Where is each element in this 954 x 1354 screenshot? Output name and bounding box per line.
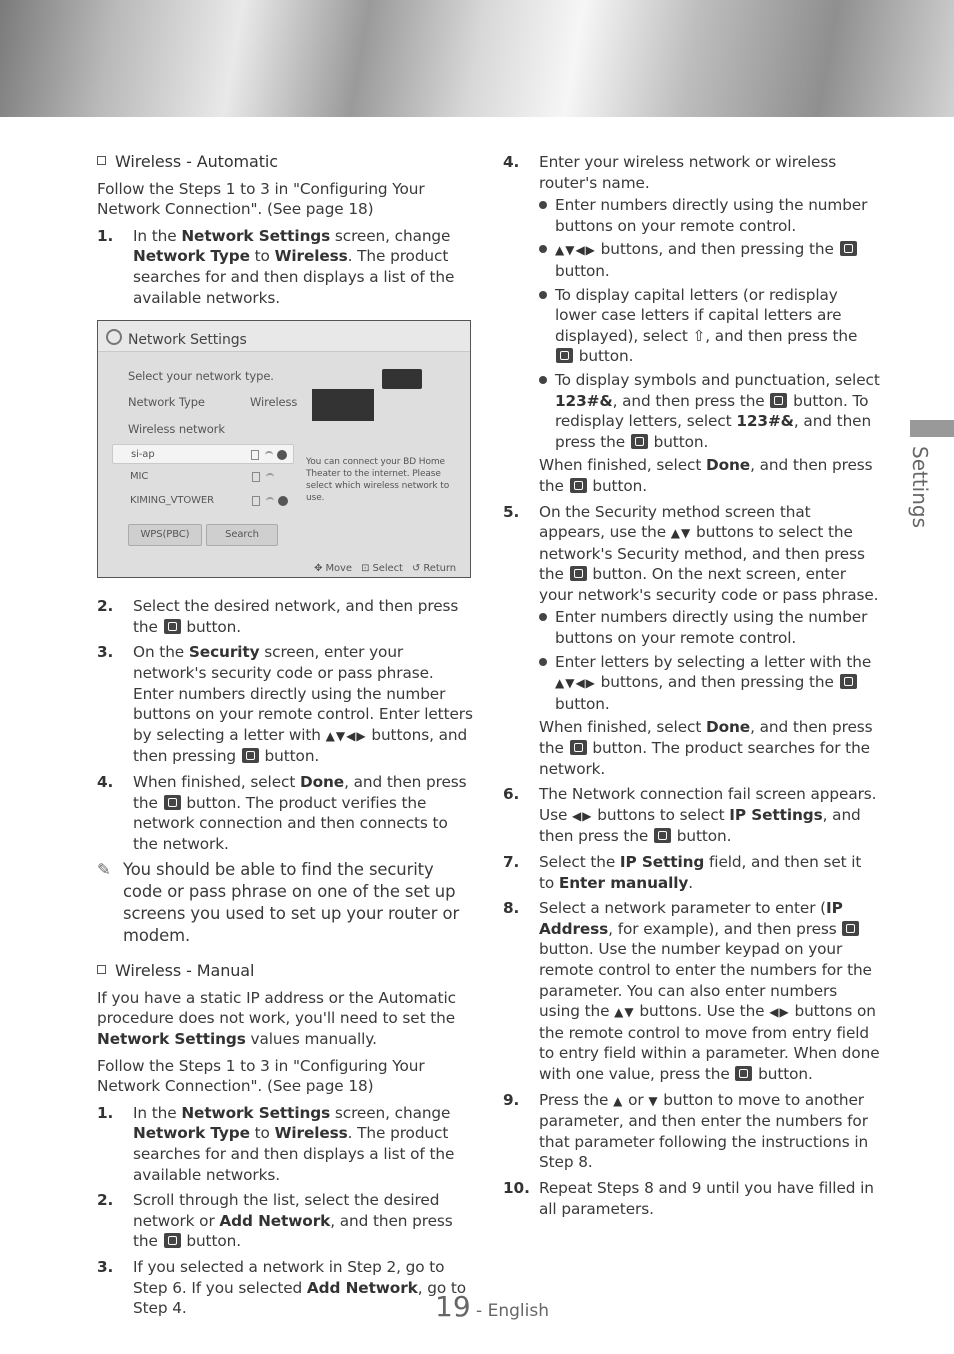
enter-icon — [840, 674, 857, 689]
search-button[interactable]: Search — [206, 524, 278, 546]
intro-paragraph: Follow the Steps 1 to 3 in "Configuring Your Network Connection". (See page 18) — [97, 179, 425, 219]
enter-icon — [570, 478, 587, 493]
step-4-name: 4. Enter your wireless network or wireless router's name. Enter numbers directly using the number buttons on your remote control. ▲▼◀▶ buttons, and then pressing the button. To display capital letters (or redisplay lower case letters if capital letters are displayed), select ⇧, and then press the button. To display symbols and punctuation, select 123#&, and then press the button. To redisplay letters, select 123#&, and then press the button. When finished, select Done, and then press the button. — [503, 153, 880, 495]
enter-icon — [164, 1233, 181, 1248]
router-icon — [382, 369, 422, 389]
enter-icon — [242, 748, 259, 763]
enter-icon — [840, 241, 857, 256]
enter-icon — [164, 619, 181, 634]
section-heading-wireless-automatic: Wireless - Automatic — [97, 152, 473, 173]
manual-paragraph: If you have a static IP address or the Automatic procedure does not work, you'll need to set the Network Settings values manually. — [97, 988, 456, 1049]
network-settings-screenshot: Network Settings Select your network type. Network Type Wireless Wireless network si-ap MIC KIMING_VTOWER WPS(PBC) Search You can connect your BD Home Theater to the internet. Please select which wireless network to use. ✥ Move ⊡ Select ↺ Return — [97, 320, 471, 578]
enter-icon — [164, 795, 181, 810]
step-10: 10. Repeat Steps 8 and 9 until you have filled in all parameters. — [503, 1178, 874, 1218]
step-4: 4. When finished, select Done, and then press the button. The product verifies the network connection and then connects to the network. — [97, 772, 467, 853]
enter-icon — [770, 393, 787, 408]
header-banner — [0, 0, 954, 117]
manual-step-3: 3. If you selected a network in Step 2, go to Step 6. If you selected Add Network, go to Step 4. — [97, 1258, 467, 1318]
home-theater-device — [312, 389, 374, 421]
right-column — [503, 152, 881, 1224]
enter-icon — [842, 921, 859, 936]
manual-intro: Follow the Steps 1 to 3 in "Configuring Your Network Connection". (See page 18) — [97, 1056, 425, 1096]
network-row[interactable]: MIC — [112, 467, 294, 487]
enter-icon — [631, 434, 648, 449]
enter-icon — [570, 566, 587, 581]
screen-footer: ✥ Move ⊡ Select ↺ Return — [314, 563, 456, 575]
enter-icon — [556, 348, 573, 363]
left-column — [97, 152, 473, 1324]
side-tab-label: Settings — [908, 446, 932, 529]
step-2: 2. Select the desired network, and then press the button. — [97, 597, 459, 636]
step-3: 3. On the Security screen, enter your network's security code or pass phrase. Enter numbers directly using the number buttons on your remote control. Enter letters by selecting a letter with ▲▼◀▶ buttons, and then pressing button. — [97, 643, 473, 766]
wps-button[interactable]: WPS(PBC) — [128, 524, 202, 546]
enter-icon — [735, 1066, 752, 1081]
enter-icon — [654, 828, 671, 843]
manual-step-1: 1. In the Network Settings screen, change Network Type to Wireless. The product searches for and then displays a list of the available networks. — [97, 1103, 455, 1184]
side-tab-bar — [910, 420, 954, 437]
step-9: 9. Press the ▲ or ▼ button to move to another parameter, and then enter the numbers for that parameter following the instructions in Step 8. — [503, 1090, 869, 1172]
page-number: 19 - English — [435, 1290, 549, 1323]
network-row[interactable]: KIMING_VTOWER — [112, 491, 294, 511]
step-8: 8. Select a network parameter to enter (IP Address, for example), and then press button. Use the number keypad on your remote control to enter the numbers for the parameter. You can also enter numbers using the ▲▼ buttons. Use the ◀▶ buttons on the remote control to move from entry field to entry field within a parameter. When done with one value, press the button. — [503, 899, 880, 1083]
step-6: 6. The Network connection fail screen appears. Use ◀▶ buttons to select IP Settings, and then press the button. — [503, 785, 877, 846]
section-heading-wireless-manual: Wireless - Manual — [97, 961, 473, 982]
network-row[interactable]: si-ap — [112, 444, 294, 464]
enter-icon — [570, 740, 587, 755]
screen-title: Network Settings — [128, 332, 247, 349]
manual-step-2: 2. Scroll through the list, select the desired network or Add Network, and then press the button. — [97, 1191, 453, 1251]
note: ✎ You should be able to find the security code or pass phrase on one of the set up screens you used to set up your router or modem. — [97, 860, 460, 946]
step-5: 5. On the Security method screen that appears, use the ▲▼ buttons to select the network's Security method, and then press the button. On the next screen, enter your network's security code or pass phrase. Enter numbers directly using the number buttons on your remote control. Enter letters by selecting a letter with the ▲▼◀▶ buttons, and then pressing the button. When finished, select Done, and then press the button. The product searches for the network. — [503, 502, 879, 778]
shift-arrow-icon: ⇧ — [692, 326, 706, 345]
note-pencil-icon: ✎ — [97, 860, 111, 880]
step-1: 1. In the Network Settings screen, change Network Type to Wireless. The product searches for and then displays a list of the available networks. — [97, 226, 455, 307]
step-7: 7. Select the IP Setting field, and then set it to Enter manually. — [503, 853, 862, 892]
